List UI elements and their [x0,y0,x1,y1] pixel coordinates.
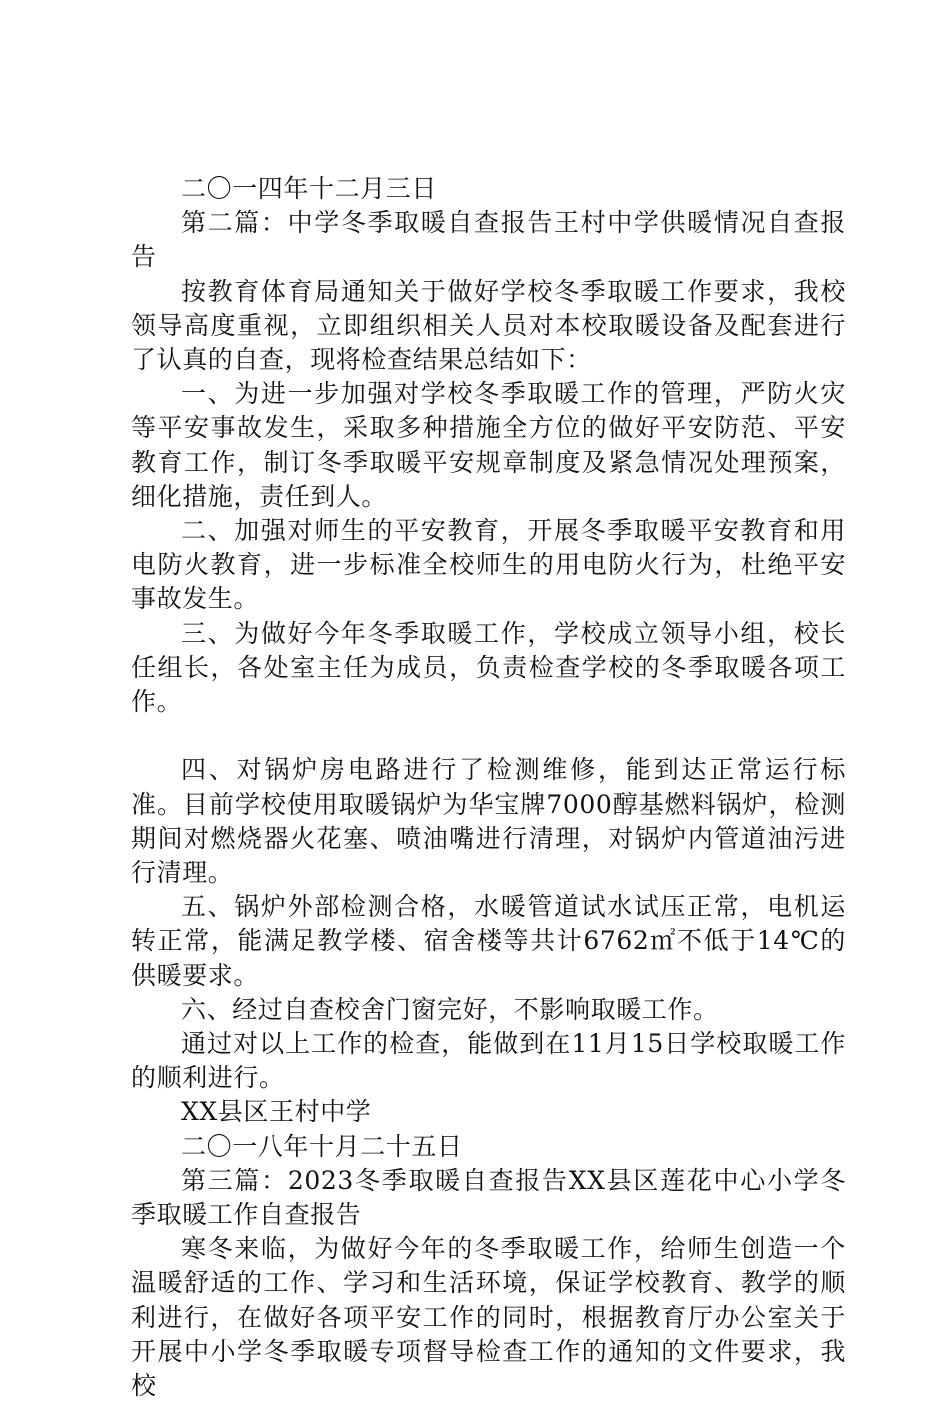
document-body [131,172,846,1403]
paragraph-conclusion: 通过对以上工作的检查，能做到在11月15日学校取暖工作的顺利进行。 [131,1029,846,1093]
paragraph-item-five: 五、锅炉外部检测合格，水暖管道试水试压正常，电机运转正常，能满足教学楼、宿舍楼等共计6762㎡不低于14℃的供暖要求。 [131,892,846,990]
paragraph-item-two: 二、加强对师生的平安教育，开展冬季取暖平安教育和用电防火教育，进一步标准全校师生的用电防火行为，杜绝平安事故发生。 [131,516,846,614]
paragraph-part-three-intro: 寒冬来临，为做好今年的冬季取暖工作，给师生创造一个温暖舒适的工作、学习和生活环境，保证学校教育、教学的顺利进行，在做好各项平安工作的同时，根据教育厅办公室关于开展中小学冬季取暖专项督导检查工作的通知的文件要求，我校 [131,1234,846,1401]
paragraph-item-four: 四、对锅炉房电路进行了检测维修，能到达正常运行标准。目前学校使用取暖锅炉为华宝牌7000醇基燃料锅炉，检测期间对燃烧器火花塞、喷油嘴进行清理，对锅炉内管道油污进行清理。 [131,755,846,888]
section-title-part-two: 第二篇：中学冬季取暖自查报告王村中学供暖情况自查报告 [131,208,846,272]
signature-school: XX县区王村中学 [181,1097,372,1127]
section-title-part-three: 第三篇：2023冬季取暖自查报告XX县区莲花中心小学冬季取暖工作自查报告 [131,1165,846,1230]
date-line-2014: 二〇一四年十二月三日 [181,174,438,203]
date-line-2018: 二〇一八年十月二十五日 [181,1131,463,1161]
paragraph-item-one: 一、为进一步加强对学校冬季取暖工作的管理，严防火灾等平安事故发生，采取多种措施全方位的做好平安防范、平安教育工作，制订冬季取暖平安规章制度及紧急情况处理预案，细化措施，责任到人。 [131,379,846,511]
paragraph-item-three: 三、为做好今年冬季取暖工作，学校成立领导小组，校长任组长，各处室主任为成员，负责检查学校的冬季取暖各项工作。 [131,618,846,717]
paragraph-item-six: 六、经过自查校舍门窗完好，不影响取暖工作。 [181,994,719,1024]
paragraph-intro: 按教育体育局通知关于做好学校冬季取暖工作要求，我校领导高度重视，立即组织相关人员对本校取暖设备及配套进行了认真的自查，现将检查结果总结如下： [131,276,846,375]
